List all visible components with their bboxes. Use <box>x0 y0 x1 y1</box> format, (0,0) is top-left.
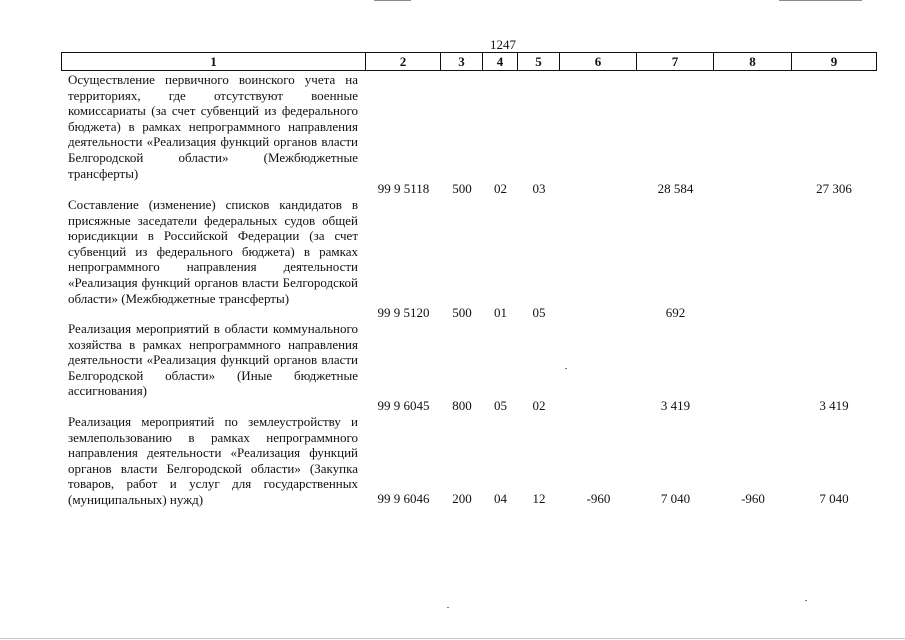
section-code: 04 <box>494 491 507 506</box>
row-description: Осуществление первичного воинского учета на территориях, где отсутствуют военные комиссариаты (за счет субвенций из федерального бюджета) в рамках непрограммного направления деятельности «Реализация функций органов власти Белгородской области» (Межбюджетные трансферты) <box>68 72 358 181</box>
subsection-code: 05 <box>532 305 546 320</box>
scan-speck <box>447 607 449 608</box>
scan-artifact-line <box>779 0 862 1</box>
target-article-code: 99 9 6045 <box>377 398 430 413</box>
page-number: 1247 <box>490 37 516 52</box>
expense-type: 500 <box>452 181 472 196</box>
amount-col8: -960 <box>741 491 765 506</box>
table-header-row <box>61 52 877 71</box>
amount-col7: 7 040 <box>660 491 691 506</box>
scan-artifact-line <box>0 638 905 639</box>
row-description: Составление (изменение) списков кандидатов в присяжные заседатели федеральных судов общей юрисдикции в Российской Федерации (за счет субвенций из федерального бюджета) в рамках непрограммного направления деятельности «Реализация функций органов власти Белгородской области» (Межбюджетные трансферты) <box>68 197 358 306</box>
amount-col6: -960 <box>586 491 611 506</box>
subsection-code: 12 <box>532 491 546 506</box>
scan-speck <box>565 368 567 369</box>
expense-type: 800 <box>452 398 472 413</box>
amount-col9: 7 040 <box>819 491 849 506</box>
header-cell-5: 5 <box>518 53 560 70</box>
subsection-code: 02 <box>532 398 546 413</box>
subsection-code: 03 <box>532 181 546 196</box>
target-article-code: 99 9 5120 <box>377 305 430 320</box>
header-cell-8: 8 <box>714 53 792 70</box>
amount-col7: 3 419 <box>660 398 691 413</box>
amount-col9: 3 419 <box>819 398 849 413</box>
section-code: 02 <box>494 181 507 196</box>
header-cell-2: 2 <box>366 53 441 70</box>
section-code: 05 <box>494 398 507 413</box>
header-cell-7: 7 <box>637 53 714 70</box>
expense-type: 200 <box>452 491 472 506</box>
target-article-code: 99 9 5118 <box>377 181 430 196</box>
section-code: 01 <box>494 305 507 320</box>
target-article-code: 99 9 6046 <box>377 491 430 506</box>
header-cell-4: 4 <box>483 53 518 70</box>
amount-col7: 28 584 <box>657 181 694 196</box>
header-cell-9: 9 <box>830 54 838 69</box>
header-cell-1: 1 <box>62 53 366 70</box>
scan-artifact-line <box>374 0 411 1</box>
header-cell-6: 6 <box>560 53 637 70</box>
amount-col7: 692 <box>665 305 686 320</box>
amount-col9: 27 306 <box>816 181 852 196</box>
scan-speck <box>805 600 807 601</box>
header-cell-3: 3 <box>441 53 483 70</box>
row-description: Реализация мероприятий в области коммунального хозяйства в рамках непрограммного направления деятельности «Реализация функций органов власти Белгородской области» (Иные бюджетные ассигнования) <box>68 321 358 399</box>
expense-type: 500 <box>452 305 472 320</box>
row-description: Реализация мероприятий по землеустройству и землепользованию в рамках непрограммного направления деятельности «Реализация функций органов власти Белгородской области» (Закупка товаров, работ и услуг для государственных (муниципальных) нужд) <box>68 414 358 507</box>
